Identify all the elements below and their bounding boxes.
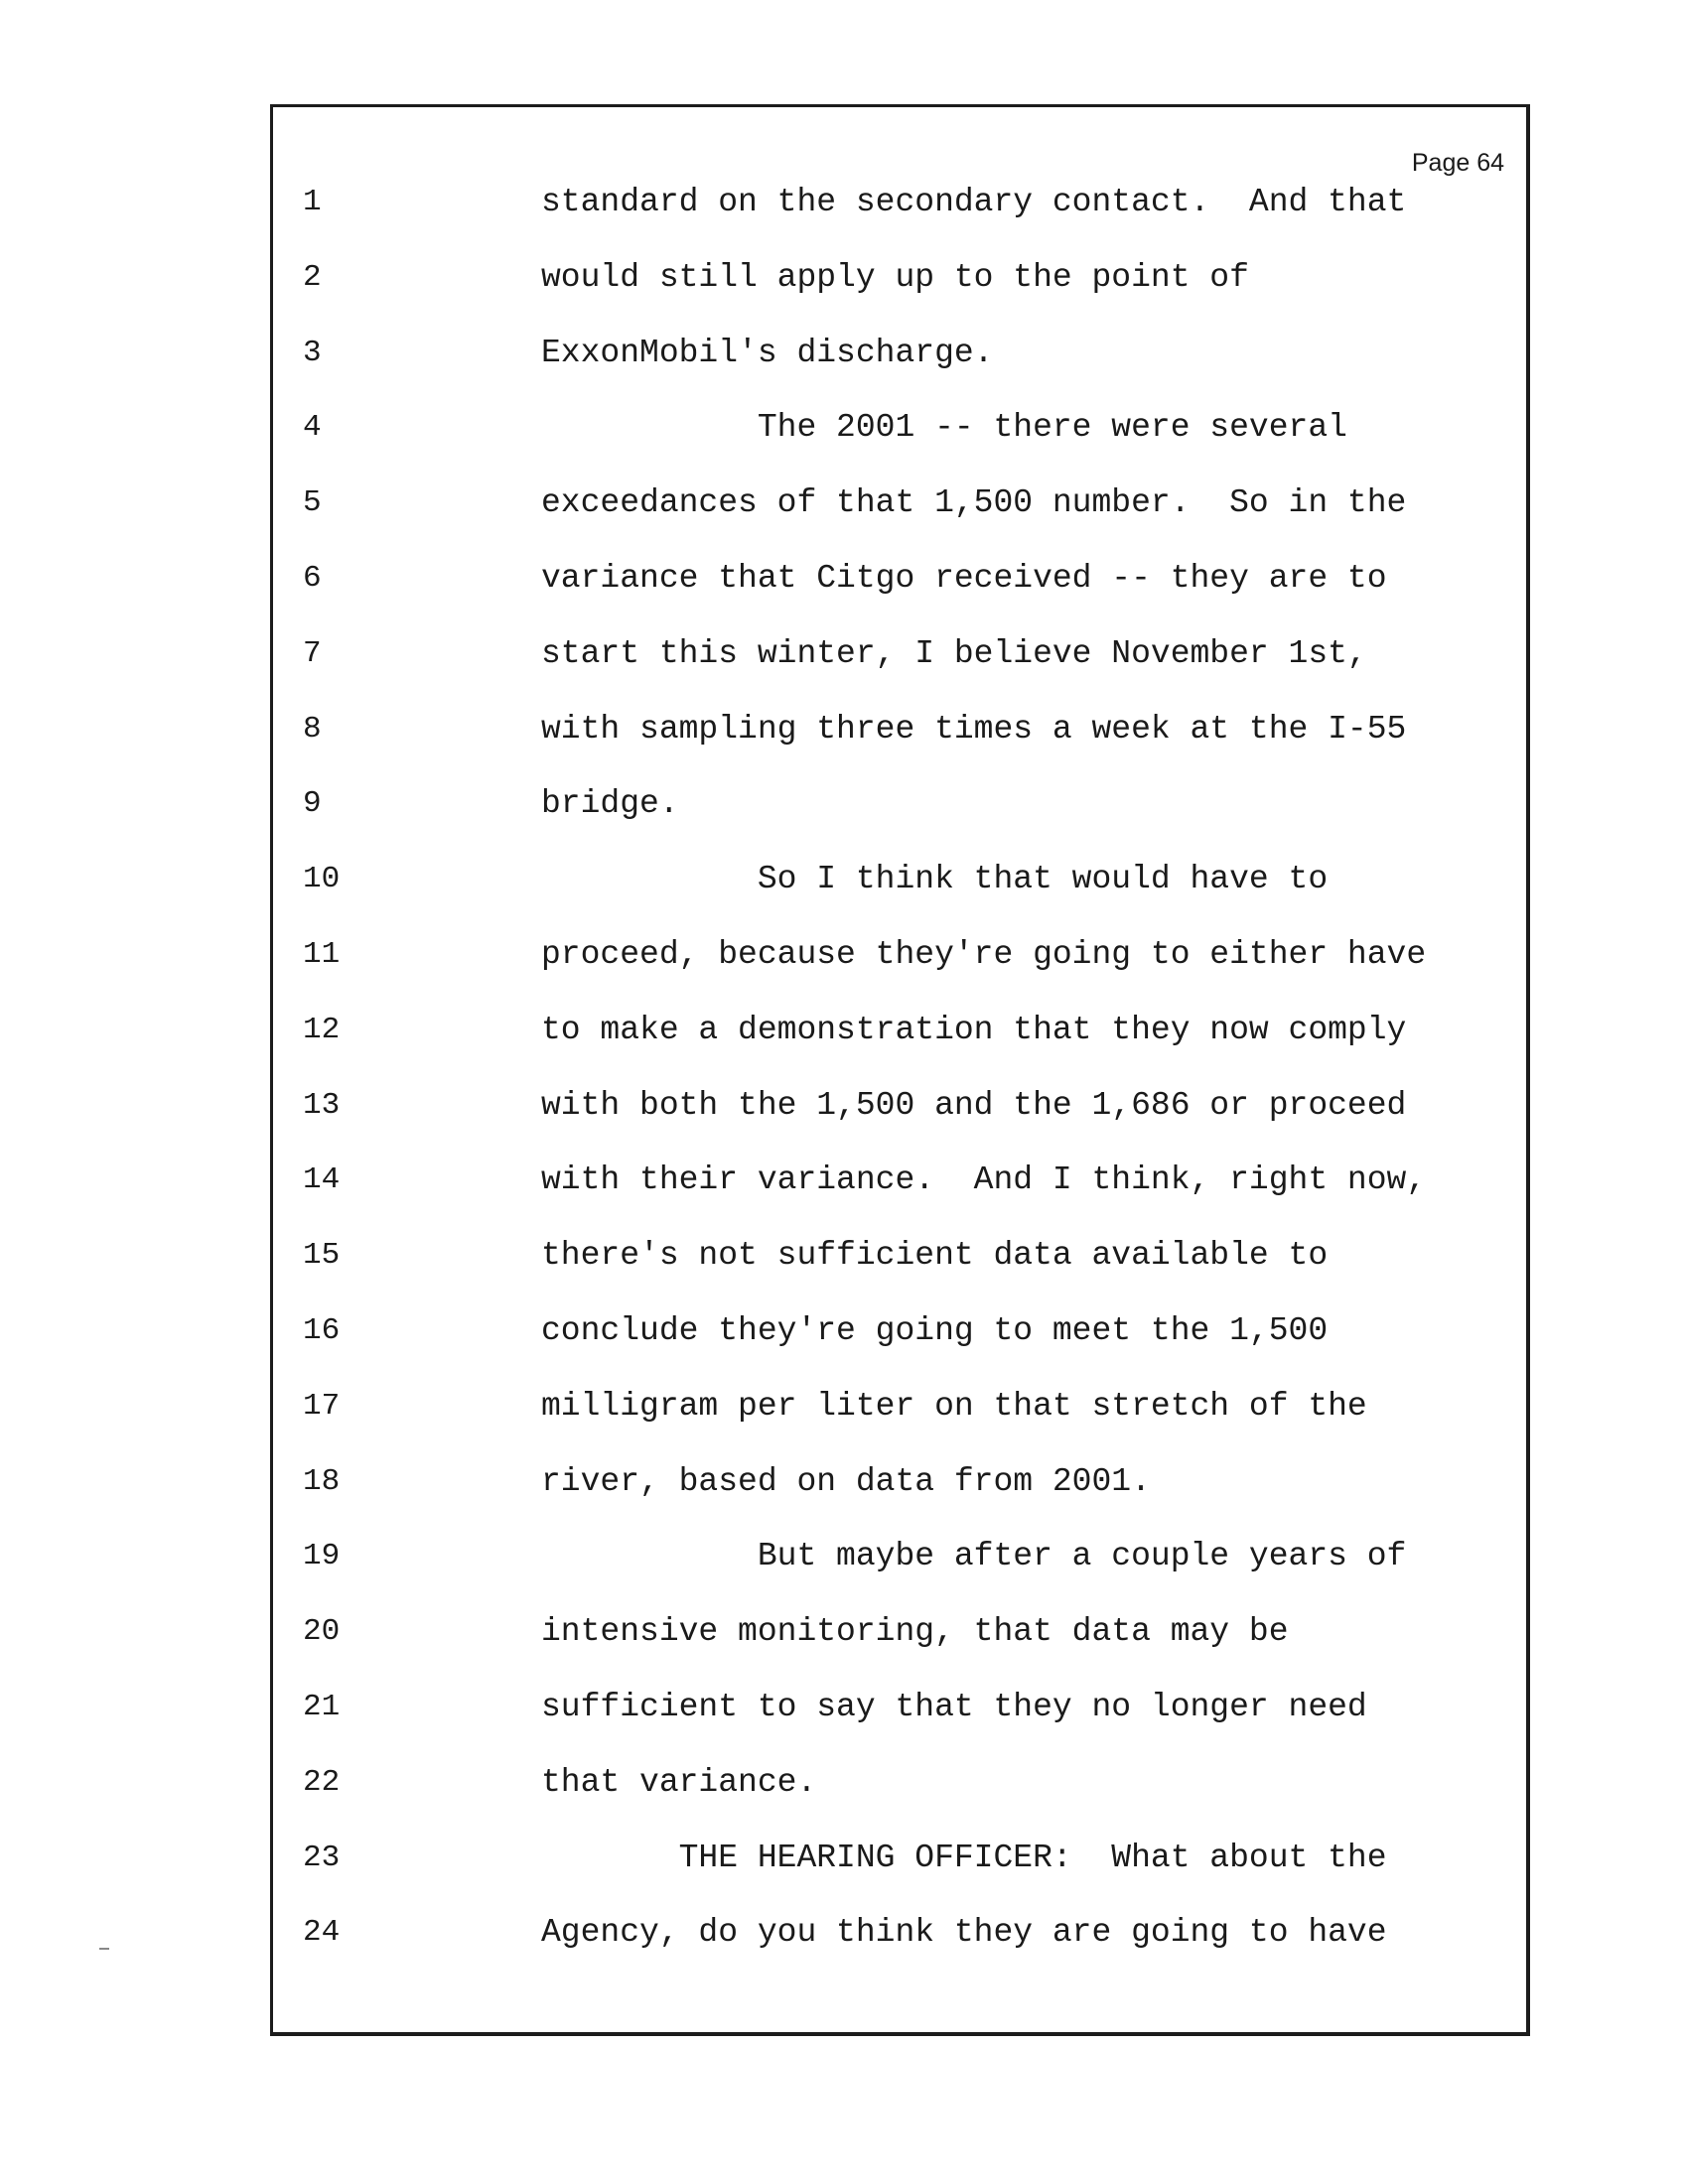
transcript-line xyxy=(273,784,1526,860)
line-number: 23 xyxy=(303,1841,341,1875)
line-text: exceedances of that 1,500 number. So in the xyxy=(541,484,1407,521)
transcript-line xyxy=(273,1311,1526,1387)
transcript-line xyxy=(273,483,1526,559)
margin-mark xyxy=(99,1948,109,1950)
line-text: bridge. xyxy=(541,785,679,822)
transcript-line xyxy=(273,559,1526,634)
transcript-line xyxy=(273,183,1526,258)
transcript-line xyxy=(273,408,1526,483)
line-text: Agency, do you think they are going to have xyxy=(541,1914,1387,1951)
line-number: 20 xyxy=(303,1614,341,1649)
transcript-line xyxy=(273,860,1526,935)
line-number: 19 xyxy=(303,1539,341,1573)
line-text: variance that Citgo received -- they are to xyxy=(541,560,1387,597)
line-text: with sampling three times a week at the I-55 xyxy=(541,711,1407,748)
page-number: Page 64 xyxy=(1411,149,1504,177)
transcript-line xyxy=(273,634,1526,710)
line-number: 24 xyxy=(303,1915,341,1950)
transcript-line xyxy=(273,710,1526,785)
line-number: 13 xyxy=(303,1088,341,1123)
transcript-line xyxy=(273,258,1526,334)
line-number: 17 xyxy=(303,1389,341,1424)
line-text: with their variance. And I think, right now, xyxy=(541,1161,1427,1198)
transcript-line xyxy=(273,1387,1526,1462)
transcript-line xyxy=(273,1763,1526,1839)
line-number: 18 xyxy=(303,1464,341,1499)
transcript-line xyxy=(273,1913,1526,1988)
line-number: 7 xyxy=(303,636,322,671)
line-number: 1 xyxy=(303,185,322,219)
line-text: there's not sufficient data available to xyxy=(541,1237,1329,1274)
line-text: sufficient to say that they no longer need xyxy=(541,1689,1367,1725)
line-number: 9 xyxy=(303,786,322,821)
line-number: 5 xyxy=(303,485,322,520)
line-number: 11 xyxy=(303,937,341,972)
line-text: would still apply up to the point of xyxy=(541,259,1249,296)
transcript-line xyxy=(273,1839,1526,1914)
line-number: 15 xyxy=(303,1238,341,1273)
transcript-line xyxy=(273,1537,1526,1612)
line-text: THE HEARING OFFICER: What about the xyxy=(541,1840,1387,1876)
line-text: milligram per liter on that stretch of the xyxy=(541,1388,1367,1425)
transcript-line xyxy=(273,1688,1526,1763)
line-text: But maybe after a couple years of xyxy=(541,1538,1407,1574)
line-number: 22 xyxy=(303,1765,341,1800)
line-number: 4 xyxy=(303,410,322,445)
line-number: 6 xyxy=(303,561,322,596)
line-text: that variance. xyxy=(541,1764,817,1801)
transcript-line xyxy=(273,1612,1526,1688)
transcript-line xyxy=(273,1011,1526,1086)
transcript-line xyxy=(273,1086,1526,1161)
line-text: proceed, because they're going to either have xyxy=(541,936,1427,973)
line-text: conclude they're going to meet the 1,500 xyxy=(541,1312,1329,1349)
line-number: 8 xyxy=(303,712,322,747)
line-text: with both the 1,500 and the 1,686 or proceed xyxy=(541,1087,1407,1124)
line-number: 14 xyxy=(303,1162,341,1197)
transcript-line xyxy=(273,334,1526,409)
line-text: river, based on data from 2001. xyxy=(541,1463,1151,1500)
line-number: 16 xyxy=(303,1313,341,1348)
line-text: to make a demonstration that they now comply xyxy=(541,1012,1407,1048)
line-text: start this winter, I believe November 1st, xyxy=(541,635,1367,672)
transcript-line xyxy=(273,1462,1526,1538)
line-number: 3 xyxy=(303,336,322,370)
line-number: 12 xyxy=(303,1013,341,1047)
line-text: ExxonMobil's discharge. xyxy=(541,335,994,371)
transcript-line xyxy=(273,1236,1526,1311)
line-text: The 2001 -- there were several xyxy=(541,409,1347,446)
line-text: So I think that would have to xyxy=(541,861,1329,897)
line-number: 21 xyxy=(303,1690,341,1724)
transcript-line xyxy=(273,935,1526,1011)
line-text: intensive monitoring, that data may be xyxy=(541,1613,1289,1650)
line-number: 10 xyxy=(303,862,341,896)
transcript-line xyxy=(273,1160,1526,1236)
line-text: standard on the secondary contact. And that xyxy=(541,184,1407,220)
transcript-page xyxy=(270,104,1530,2036)
line-number: 2 xyxy=(303,260,322,295)
